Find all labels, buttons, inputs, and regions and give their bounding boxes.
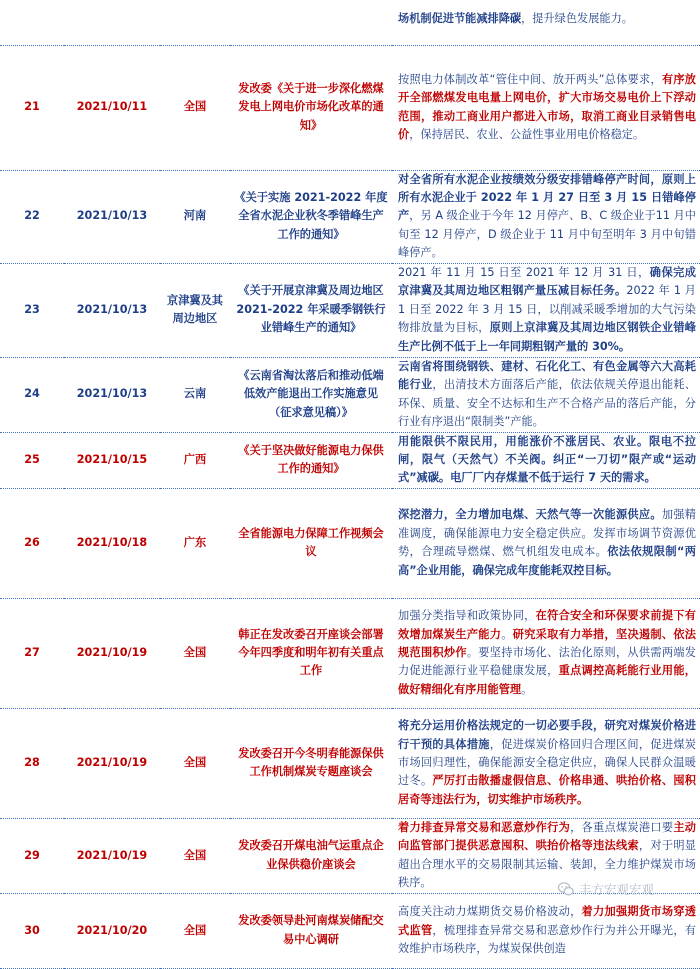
content-segment: 重点调控高耗能行业用能，做好精细化有序用能管理 bbox=[398, 664, 696, 696]
content-segment: ，保持居民、农业、公益性事业用电价格稳定。 bbox=[409, 127, 645, 141]
row-content bbox=[392, 708, 700, 818]
row-content bbox=[392, 488, 700, 598]
content-segment: ，另 A 级企业于今年 12 月停产、B、C 级企业于11 月中旬至 12 月停产，D 级企业于 11 月中旬至明年 3 月中旬错峰停产。 bbox=[398, 209, 696, 260]
row-number: 23 bbox=[0, 263, 64, 357]
row-content bbox=[392, 893, 700, 968]
content-segment: 对全省所有水泥企业按绩效分级安排错峰停产时间，原则上所有水泥企业于 2022 年 1 月 27 日至 3 月 15 日错峰停产 bbox=[398, 172, 696, 223]
row-number: 29 bbox=[0, 818, 64, 893]
content-segment: 研究采取有力举措，坚决遏制、依法规范围积炒作 bbox=[398, 627, 696, 660]
content-segment: 。 bbox=[521, 682, 533, 696]
row-region: 全国 bbox=[160, 598, 230, 708]
content-segment: 用能限供不限民用，用能涨价不涨居民、农业。限电不拉闸，限气（天然气）不关阀。纠正“一刀切”限产或“运动式”减碳。电厂厂内存煤量不低于运行 7 天的需求。 bbox=[398, 434, 696, 485]
row-region: 全国 bbox=[160, 818, 230, 893]
wechat-icon bbox=[557, 880, 575, 898]
row-region bbox=[160, 0, 230, 45]
table-row bbox=[0, 708, 700, 818]
content-segment: 云南省将围绕钢铁、建材、石化化工、有色金属等六大高耗能行业 bbox=[398, 359, 696, 392]
row-number: 24 bbox=[0, 357, 64, 432]
row-content bbox=[392, 598, 700, 708]
table-row bbox=[0, 432, 700, 488]
table-row bbox=[0, 893, 700, 968]
table-row bbox=[0, 0, 700, 45]
row-region: 全国 bbox=[160, 708, 230, 818]
table-row bbox=[0, 357, 700, 432]
table-row bbox=[0, 263, 700, 357]
content-segment: ，对于明显超出合理水平的交易限制其运输、装卸，全力维护煤炭市场秩序。 bbox=[398, 839, 696, 890]
content-segment: 着力加强期货市场穿透式监管 bbox=[398, 905, 696, 937]
row-date: 2021/10/13 bbox=[64, 357, 160, 432]
row-region: 京津冀及其周边地区 bbox=[160, 263, 230, 357]
row-date: 2021/10/13 bbox=[64, 263, 160, 357]
row-title: 发改委召开煤电油气运重点企业保供稳价座谈会 bbox=[230, 818, 392, 893]
row-title: 发改委《关于进一步深化燃煤发电上网电价市场化改革的通知》 bbox=[230, 45, 392, 170]
content-segment: 确保完成京津冀及其周边地区粗钢产量压减目标任务。 bbox=[398, 266, 696, 298]
row-title: 《关于开展京津冀及周边地区 2021-2022 年采暖季钢铁行业错峰生产的通知》 bbox=[230, 263, 392, 357]
content-segment: 深挖潜力，全力增加电煤、天然气等一次能源供应。 bbox=[398, 508, 662, 522]
row-content bbox=[392, 45, 700, 170]
watermark bbox=[557, 878, 654, 900]
content-segment: ，梳理排查异常交易和恶意炒作行为并公开曝光，有效维护市场秩序，为煤炭保供创造 bbox=[398, 923, 696, 955]
row-region: 全国 bbox=[160, 893, 230, 968]
row-content bbox=[392, 170, 700, 263]
content-segment: 主动向监管部门提供恶意囤积、哄抬价格等违法线索 bbox=[398, 820, 696, 853]
row-region: 广西 bbox=[160, 432, 230, 488]
row-date: 2021/10/18 bbox=[64, 488, 160, 598]
row-date: 2021/10/15 bbox=[64, 432, 160, 488]
row-content bbox=[392, 432, 700, 488]
content-segment: 加强分类指导和政策协同， bbox=[398, 609, 536, 623]
content-segment: 。 bbox=[501, 627, 513, 641]
content-segment: 着力排查异常交易和恶意炒作行为 bbox=[398, 820, 571, 834]
row-date: 2021/10/11 bbox=[64, 45, 160, 170]
row-title: 全省能源电力保障工作视频会议 bbox=[230, 488, 392, 598]
content-segment: ，各重点煤炭港口要 bbox=[570, 820, 674, 834]
row-region: 全国 bbox=[160, 45, 230, 170]
row-region: 河南 bbox=[160, 170, 230, 263]
row-number: 27 bbox=[0, 598, 64, 708]
content-segment: ，出清技术方面落后产能，依法依规关停退出能耗、环保、质量、安全不达标和生产不合格产品的落后产能，分行业有序退出“限制类”产能。 bbox=[398, 378, 696, 428]
content-segment: 加强精准调度，确保能源电力安全稳定供应。发挥市场调节资源优势，合理疏导燃煤、燃气机组发电成本。 bbox=[398, 508, 696, 559]
row-date: 2021/10/19 bbox=[64, 818, 160, 893]
content-segment: 原则上京津冀及其周边地区钢铁企业错峰生产比例不低于上一年同期粗钢产量的 30%。 bbox=[398, 321, 696, 353]
row-region: 云南 bbox=[160, 357, 230, 432]
content-segment: 2021 年 11 月 15 日至 2021 年 12 月 31 日， bbox=[398, 266, 650, 280]
row-number: 25 bbox=[0, 432, 64, 488]
row-title: 《关于坚决做好能源电力保供工作的通知》 bbox=[230, 432, 392, 488]
table-row bbox=[0, 488, 700, 598]
row-title: 韩正在发改委召开座谈会部署今年四季度和明年初有关重点工作 bbox=[230, 598, 392, 708]
row-content bbox=[392, 357, 700, 432]
row-region: 广东 bbox=[160, 488, 230, 598]
row-number: 30 bbox=[0, 893, 64, 968]
content-segment: 将充分运用价格法规定的一切必要手段，研究对煤炭价格进行干预的具体措施 bbox=[398, 719, 696, 751]
row-number bbox=[0, 0, 64, 45]
row-number: 28 bbox=[0, 708, 64, 818]
row-date: 2021/10/20 bbox=[64, 893, 160, 968]
row-number: 21 bbox=[0, 45, 64, 170]
row-content bbox=[392, 0, 700, 45]
content-segment: 有序放开全部燃煤发电电量上网电价，扩大市场交易电价上下浮动范围，推动工商业用户都进入市场，取消工商业目录销售电价 bbox=[398, 72, 696, 141]
row-date: 2021/10/13 bbox=[64, 170, 160, 263]
row-title: 发改委召开今冬明春能源保供工作机制煤炭专题座谈会 bbox=[230, 708, 392, 818]
content-segment: 场机制促进节能减排降碳 bbox=[398, 12, 522, 26]
content-segment: 高度关注动力煤期货交易价格波动， bbox=[398, 905, 582, 919]
watermark-text: 丰方宏观宏观 bbox=[579, 882, 655, 897]
content-segment: ，提升绿色发展能力。 bbox=[521, 12, 633, 26]
row-title: 《云南省淘汰落后和推动低端低效产能退出工作实施意见（征求意见稿）》 bbox=[230, 357, 392, 432]
row-number: 26 bbox=[0, 488, 64, 598]
row-title: 发改委领导赴河南煤炭储配交易中心调研 bbox=[230, 893, 392, 968]
content-segment: 。要坚持市场化、法治化原则，从供需两端发力促进能源行业平稳健康发展， bbox=[398, 646, 696, 678]
row-date bbox=[64, 0, 160, 45]
content-segment: 依法依规限制“两高”企业用能，确保完成年度能耗双控目标。 bbox=[398, 545, 696, 577]
row-date: 2021/10/19 bbox=[64, 598, 160, 708]
row-date: 2021/10/19 bbox=[64, 708, 160, 818]
content-segment: 在符合安全和环保要求前提下有效增加煤炭生产能力 bbox=[398, 609, 696, 641]
row-number: 22 bbox=[0, 170, 64, 263]
table-row bbox=[0, 170, 700, 263]
table-row bbox=[0, 598, 700, 708]
content-segment: ，促进煤炭价格回归合理区间，促进煤炭市场回归理性，确保能源安全稳定供应，确保人民群众温暖过冬。 bbox=[398, 737, 696, 788]
row-content bbox=[392, 263, 700, 357]
content-segment: 按照电力体制改革“管住中间、放开两头”总体要求， bbox=[398, 72, 662, 86]
table-row bbox=[0, 45, 700, 170]
content-segment: 2022 年 1 月 1 日至 2022 年 3 月 15 日，以削减采暖季增加的大气污染物排放量为目标， bbox=[398, 284, 696, 335]
row-title: 《关于实施 2021-2022 年度全省水泥企业秋冬季错峰生产工作的通知》 bbox=[230, 170, 392, 263]
row-title bbox=[230, 0, 392, 45]
content-segment: 严厉打击散播虚假信息、价格串通、哄抬价格、囤积居奇等违法行为，切实维护市场秩序。 bbox=[398, 774, 696, 806]
